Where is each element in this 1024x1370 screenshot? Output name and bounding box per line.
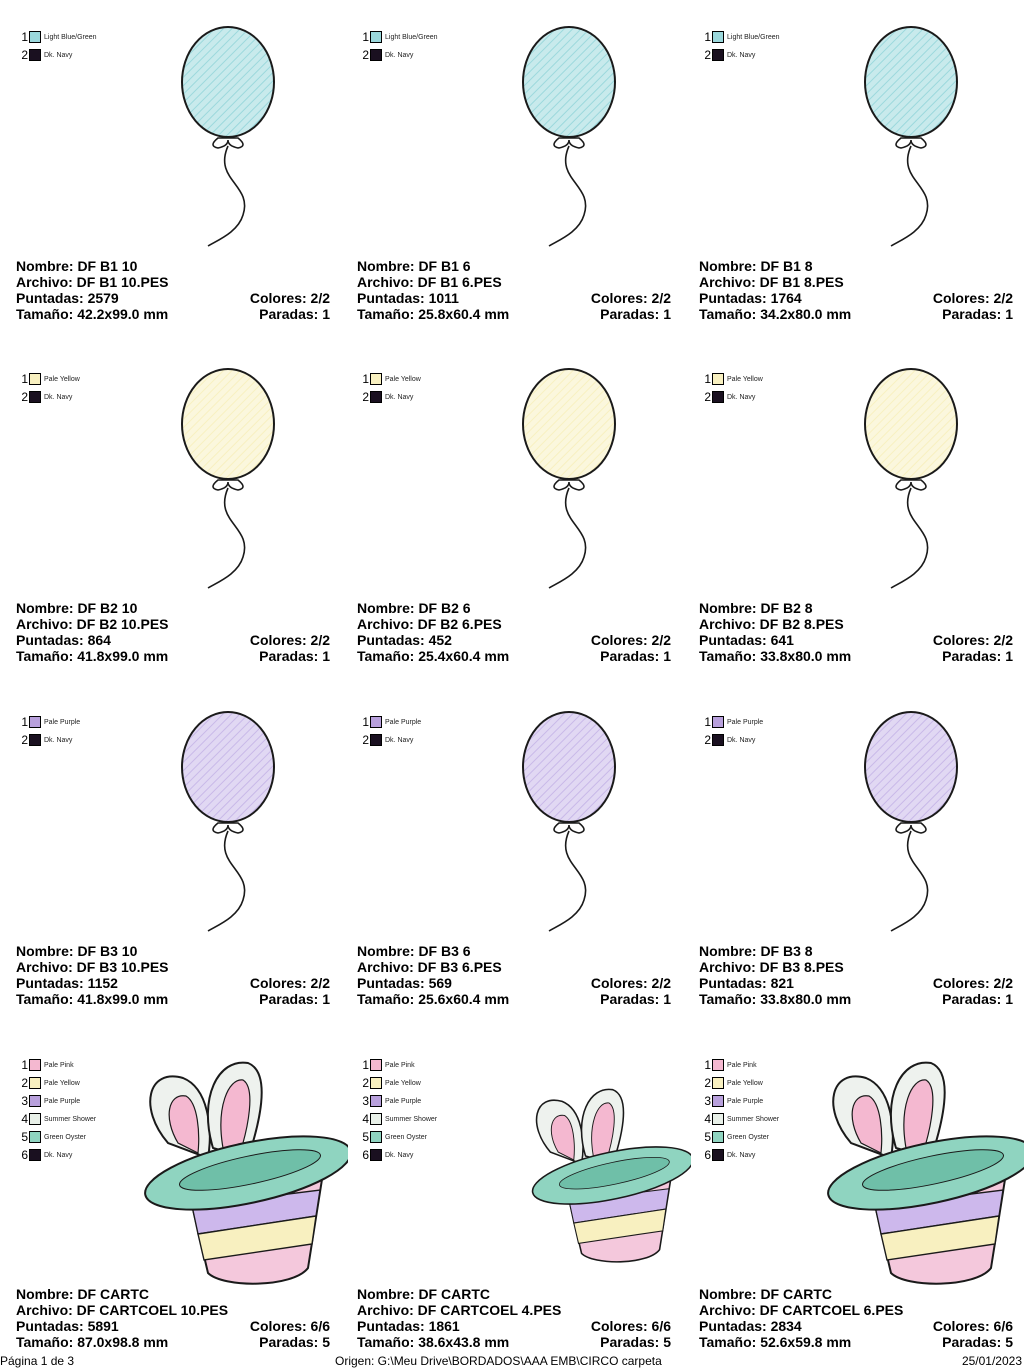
design-preview	[158, 685, 328, 935]
thread-color-swatch	[29, 1149, 41, 1161]
thread-number: 5	[362, 1130, 369, 1144]
origin-path: Origen: G:\Meu Drive\BORDADOS\AAA EMB\CIRCO carpeta	[335, 1354, 662, 1368]
thread-color-swatch	[370, 391, 382, 403]
design-file: Archivo: DF B3 8.PES	[699, 959, 844, 975]
thread-row	[697, 1056, 779, 1074]
thread-color-swatch	[712, 373, 724, 385]
thread-color-swatch	[29, 734, 41, 746]
thread-row	[697, 1146, 779, 1164]
design-file: Archivo: DF CARTCOEL 4.PES	[357, 1302, 562, 1318]
design-preview	[811, 1048, 1024, 1298]
design-stops: Paradas: 1	[259, 991, 330, 1007]
thread-color-swatch	[712, 31, 724, 43]
design-stops: Paradas: 1	[942, 991, 1013, 1007]
thread-row	[355, 1128, 437, 1146]
thread-number: 2	[362, 390, 369, 404]
design-stops: Paradas: 5	[942, 1334, 1013, 1350]
design-size: Tamaño: 34.2x80.0 mm	[699, 306, 852, 322]
thread-number: 2	[704, 733, 711, 747]
thread-color-swatch	[370, 1059, 382, 1071]
design-stitches: Puntadas: 569	[357, 975, 452, 991]
design-name: Nombre: DF B2 6	[357, 600, 471, 616]
design-info	[699, 1286, 1013, 1350]
design-colors: Colores: 2/2	[249, 975, 330, 991]
design-card	[691, 1028, 1021, 1358]
thread-number: 5	[21, 1130, 28, 1144]
thread-number: 1	[21, 372, 28, 386]
design-stitches: Puntadas: 5891	[16, 1318, 119, 1334]
thread-color-swatch	[370, 1131, 382, 1143]
thread-list	[14, 28, 97, 64]
thread-name: Pale Yellow	[44, 375, 80, 383]
thread-row	[697, 1110, 779, 1128]
thread-row	[355, 1074, 437, 1092]
design-file: Archivo: DF B2 10.PES	[16, 616, 169, 632]
design-info	[699, 258, 1013, 322]
thread-list	[14, 713, 80, 749]
design-info	[16, 1286, 330, 1350]
design-name: Nombre: DF B1 10	[16, 258, 138, 274]
thread-list	[14, 1056, 96, 1164]
thread-name: Pale Yellow	[727, 1079, 763, 1087]
thread-color-swatch	[712, 391, 724, 403]
thread-name: Dk. Navy	[44, 1151, 73, 1159]
design-stops: Paradas: 1	[942, 306, 1013, 322]
thread-list	[355, 370, 421, 406]
thread-color-swatch	[370, 373, 382, 385]
design-stitches: Puntadas: 1764	[699, 290, 802, 306]
design-info	[357, 258, 671, 322]
thread-number: 2	[21, 48, 28, 62]
thread-name: Pale Purple	[385, 718, 422, 726]
thread-color-swatch	[712, 1113, 724, 1125]
thread-row	[14, 1074, 96, 1092]
balloon-artwork	[841, 0, 1011, 250]
thread-row	[14, 370, 80, 388]
thread-color-swatch	[712, 716, 724, 728]
thread-row	[14, 1110, 96, 1128]
design-info	[16, 600, 330, 664]
thread-name: Green Oyster	[727, 1133, 770, 1141]
thread-row	[697, 713, 763, 731]
design-stops: Paradas: 1	[600, 306, 671, 322]
design-file: Archivo: DF B1 6.PES	[357, 274, 502, 290]
thread-number: 6	[704, 1148, 711, 1162]
thread-row	[14, 388, 80, 406]
thread-number: 1	[362, 1058, 369, 1072]
thread-name: Pale Yellow	[44, 1079, 80, 1087]
thread-color-swatch	[370, 716, 382, 728]
thread-color-swatch	[29, 1113, 41, 1125]
design-colors: Colores: 2/2	[932, 975, 1013, 991]
thread-number: 1	[21, 30, 28, 44]
thread-row	[697, 1092, 779, 1110]
thread-name: Dk. Navy	[385, 736, 414, 744]
design-info	[357, 1286, 671, 1350]
design-size: Tamaño: 33.8x80.0 mm	[699, 648, 852, 664]
design-size: Tamaño: 52.6x59.8 mm	[699, 1334, 852, 1350]
thread-color-swatch	[29, 1077, 41, 1089]
thread-list	[697, 713, 763, 749]
thread-color-swatch	[29, 373, 41, 385]
design-card	[691, 342, 1021, 672]
design-stitches: Puntadas: 821	[699, 975, 794, 991]
thread-color-swatch	[29, 31, 41, 43]
thread-name: Pale Pink	[44, 1061, 74, 1069]
balloon-artwork	[158, 342, 328, 592]
thread-row	[697, 370, 763, 388]
thread-color-swatch	[370, 1149, 382, 1161]
design-name: Nombre: DF B1 6	[357, 258, 471, 274]
balloon-artwork	[499, 342, 669, 592]
thread-name: Light Blue/Green	[44, 33, 97, 41]
balloon-artwork	[499, 0, 669, 250]
thread-row	[14, 713, 80, 731]
thread-row	[355, 28, 438, 46]
design-size: Tamaño: 41.8x99.0 mm	[16, 648, 169, 664]
design-stitches: Puntadas: 641	[699, 632, 794, 648]
thread-color-swatch	[712, 1059, 724, 1071]
design-stitches: Puntadas: 452	[357, 632, 452, 648]
design-preview	[499, 0, 669, 250]
thread-color-swatch	[29, 391, 41, 403]
thread-row	[697, 731, 763, 749]
design-colors: Colores: 6/6	[249, 1318, 330, 1334]
design-card	[349, 342, 679, 672]
thread-number: 2	[21, 733, 28, 747]
design-card	[349, 0, 679, 330]
design-size: Tamaño: 41.8x99.0 mm	[16, 991, 169, 1007]
thread-list	[355, 28, 438, 64]
thread-number: 1	[704, 30, 711, 44]
thread-number: 1	[21, 715, 28, 729]
design-preview	[499, 342, 669, 592]
design-colors: Colores: 2/2	[932, 632, 1013, 648]
thread-number: 5	[704, 1130, 711, 1144]
thread-number: 3	[21, 1094, 28, 1108]
design-stops: Paradas: 5	[600, 1334, 671, 1350]
thread-row	[355, 1110, 437, 1128]
thread-color-swatch	[370, 1077, 382, 1089]
thread-name: Summer Shower	[727, 1115, 780, 1123]
design-file: Archivo: DF B3 10.PES	[16, 959, 169, 975]
thread-name: Pale Purple	[44, 1097, 81, 1105]
thread-color-swatch	[370, 31, 382, 43]
thread-name: Summer Shower	[44, 1115, 97, 1123]
thread-color-swatch	[370, 1113, 382, 1125]
design-colors: Colores: 2/2	[590, 975, 671, 991]
design-stitches: Puntadas: 2579	[16, 290, 119, 306]
design-info	[699, 600, 1013, 664]
design-card	[349, 685, 679, 1015]
design-name: Nombre: DF CARTC	[16, 1286, 149, 1302]
design-name: Nombre: DF B3 8	[699, 943, 813, 959]
design-colors: Colores: 2/2	[249, 290, 330, 306]
thread-row	[697, 1074, 779, 1092]
thread-number: 4	[21, 1112, 28, 1126]
thread-number: 2	[21, 390, 28, 404]
thread-list	[697, 370, 763, 406]
thread-color-swatch	[29, 716, 41, 728]
design-stitches: Puntadas: 1011	[357, 290, 459, 306]
balloon-artwork	[158, 685, 328, 935]
thread-name: Dk. Navy	[44, 393, 73, 401]
design-file: Archivo: DF B1 10.PES	[16, 274, 169, 290]
thread-number: 1	[362, 715, 369, 729]
print-date: 25/01/2023	[961, 1354, 1022, 1368]
design-preview	[841, 685, 1011, 935]
thread-row	[355, 713, 421, 731]
thread-name: Green Oyster	[385, 1133, 428, 1141]
design-size: Tamaño: 33.8x80.0 mm	[699, 991, 852, 1007]
thread-color-swatch	[712, 1149, 724, 1161]
design-preview	[158, 0, 328, 250]
design-info	[16, 258, 330, 322]
design-colors: Colores: 6/6	[932, 1318, 1013, 1334]
design-colors: Colores: 2/2	[932, 290, 1013, 306]
thread-name: Pale Pink	[385, 1061, 415, 1069]
thread-number: 2	[704, 1076, 711, 1090]
thread-name: Dk. Navy	[727, 393, 756, 401]
thread-number: 1	[704, 715, 711, 729]
thread-number: 2	[704, 390, 711, 404]
bunny-hat-artwork	[128, 1048, 348, 1298]
thread-name: Dk. Navy	[727, 1151, 756, 1159]
thread-list	[697, 1056, 779, 1164]
design-preview	[841, 342, 1011, 592]
design-colors: Colores: 2/2	[590, 632, 671, 648]
design-name: Nombre: DF CARTC	[357, 1286, 490, 1302]
design-size: Tamaño: 42.2x99.0 mm	[16, 306, 169, 322]
thread-color-swatch	[370, 1095, 382, 1107]
thread-number: 2	[362, 733, 369, 747]
design-name: Nombre: DF B3 6	[357, 943, 471, 959]
design-file: Archivo: DF CARTCOEL 6.PES	[699, 1302, 904, 1318]
thread-name: Dk. Navy	[44, 51, 73, 59]
thread-color-swatch	[370, 49, 382, 61]
design-name: Nombre: DF B2 8	[699, 600, 813, 616]
design-size: Tamaño: 25.6x60.4 mm	[357, 991, 510, 1007]
design-stitches: Puntadas: 2834	[699, 1318, 802, 1334]
design-stops: Paradas: 1	[942, 648, 1013, 664]
thread-row	[355, 1056, 437, 1074]
thread-color-swatch	[712, 49, 724, 61]
thread-row	[14, 28, 97, 46]
thread-name: Dk. Navy	[385, 1151, 414, 1159]
design-card	[8, 342, 338, 672]
thread-row	[697, 1128, 779, 1146]
thread-row	[14, 1092, 96, 1110]
thread-number: 1	[21, 1058, 28, 1072]
thread-color-swatch	[712, 1131, 724, 1143]
thread-color-swatch	[370, 734, 382, 746]
bunny-hat-artwork	[519, 1078, 691, 1273]
design-colors: Colores: 6/6	[590, 1318, 671, 1334]
design-size: Tamaño: 25.8x60.4 mm	[357, 306, 510, 322]
thread-row	[355, 731, 421, 749]
design-card	[8, 685, 338, 1015]
design-card	[349, 1028, 679, 1358]
design-preview	[499, 685, 669, 935]
thread-name: Dk. Navy	[385, 51, 414, 59]
thread-name: Summer Shower	[385, 1115, 438, 1123]
design-name: Nombre: DF CARTC	[699, 1286, 832, 1302]
thread-row	[355, 388, 421, 406]
balloon-artwork	[499, 685, 669, 935]
thread-row	[355, 46, 438, 64]
design-info	[16, 943, 330, 1007]
thread-row	[14, 1146, 96, 1164]
design-stops: Paradas: 1	[259, 648, 330, 664]
design-file: Archivo: DF B2 8.PES	[699, 616, 844, 632]
thread-name: Pale Purple	[727, 1097, 764, 1105]
thread-number: 2	[704, 48, 711, 62]
thread-number: 2	[21, 1076, 28, 1090]
bunny-hat-artwork	[811, 1048, 1024, 1298]
design-card	[691, 685, 1021, 1015]
design-stops: Paradas: 5	[259, 1334, 330, 1350]
design-stops: Paradas: 1	[600, 648, 671, 664]
thread-name: Green Oyster	[44, 1133, 87, 1141]
design-size: Tamaño: 38.6x43.8 mm	[357, 1334, 510, 1350]
thread-name: Pale Yellow	[385, 375, 421, 383]
design-info	[699, 943, 1013, 1007]
design-file: Archivo: DF CARTCOEL 10.PES	[16, 1302, 229, 1318]
page-footer	[0, 1354, 1024, 1370]
design-file: Archivo: DF B1 8.PES	[699, 274, 844, 290]
balloon-artwork	[841, 342, 1011, 592]
thread-row	[697, 28, 780, 46]
design-stitches: Puntadas: 864	[16, 632, 111, 648]
thread-color-swatch	[712, 1077, 724, 1089]
balloon-artwork	[841, 685, 1011, 935]
thread-name: Dk. Navy	[727, 51, 756, 59]
thread-name: Pale Yellow	[727, 375, 763, 383]
thread-row	[14, 1128, 96, 1146]
thread-number: 3	[704, 1094, 711, 1108]
thread-list	[697, 28, 780, 64]
design-stops: Paradas: 1	[600, 991, 671, 1007]
design-size: Tamaño: 25.4x60.4 mm	[357, 648, 510, 664]
design-preview	[841, 0, 1011, 250]
thread-color-swatch	[712, 734, 724, 746]
thread-name: Light Blue/Green	[727, 33, 780, 41]
thread-number: 6	[21, 1148, 28, 1162]
design-name: Nombre: DF B3 10	[16, 943, 138, 959]
design-card	[8, 1028, 338, 1358]
thread-name: Pale Purple	[385, 1097, 422, 1105]
thread-row	[355, 370, 421, 388]
thread-row	[355, 1092, 437, 1110]
thread-color-swatch	[712, 1095, 724, 1107]
thread-row	[14, 1056, 96, 1074]
thread-name: Pale Purple	[727, 718, 764, 726]
thread-name: Dk. Navy	[44, 736, 73, 744]
design-preview	[158, 342, 328, 592]
page-number: Página 1 de 3	[0, 1354, 75, 1368]
thread-number: 3	[362, 1094, 369, 1108]
design-stitches: Puntadas: 1861	[357, 1318, 460, 1334]
thread-number: 1	[362, 372, 369, 386]
thread-number: 2	[362, 1076, 369, 1090]
design-name: Nombre: DF B1 8	[699, 258, 813, 274]
thread-name: Pale Pink	[727, 1061, 757, 1069]
design-stitches: Puntadas: 1152	[16, 975, 118, 991]
thread-number: 4	[362, 1112, 369, 1126]
thread-name: Light Blue/Green	[385, 33, 438, 41]
thread-number: 1	[362, 30, 369, 44]
thread-number: 4	[704, 1112, 711, 1126]
thread-name: Dk. Navy	[385, 393, 414, 401]
thread-list	[355, 713, 421, 749]
thread-number: 6	[362, 1148, 369, 1162]
thread-number: 1	[704, 1058, 711, 1072]
design-info	[357, 600, 671, 664]
thread-list	[355, 1056, 437, 1164]
thread-row	[355, 1146, 437, 1164]
thread-row	[14, 731, 80, 749]
thread-number: 2	[362, 48, 369, 62]
design-card	[691, 0, 1021, 330]
design-size: Tamaño: 87.0x98.8 mm	[16, 1334, 169, 1350]
design-file: Archivo: DF B3 6.PES	[357, 959, 502, 975]
balloon-artwork	[158, 0, 328, 250]
design-stops: Paradas: 1	[259, 306, 330, 322]
thread-color-swatch	[29, 1131, 41, 1143]
design-name: Nombre: DF B2 10	[16, 600, 138, 616]
thread-color-swatch	[29, 1095, 41, 1107]
design-colors: Colores: 2/2	[590, 290, 671, 306]
thread-color-swatch	[29, 49, 41, 61]
thread-number: 1	[704, 372, 711, 386]
thread-row	[697, 388, 763, 406]
design-colors: Colores: 2/2	[249, 632, 330, 648]
design-info	[357, 943, 671, 1007]
design-card	[8, 0, 338, 330]
design-file: Archivo: DF B2 6.PES	[357, 616, 502, 632]
thread-name: Pale Purple	[44, 718, 81, 726]
design-preview	[128, 1048, 348, 1298]
thread-list	[14, 370, 80, 406]
thread-color-swatch	[29, 1059, 41, 1071]
thread-row	[14, 46, 97, 64]
thread-row	[697, 46, 780, 64]
thread-name: Dk. Navy	[727, 736, 756, 744]
thread-name: Pale Yellow	[385, 1079, 421, 1087]
